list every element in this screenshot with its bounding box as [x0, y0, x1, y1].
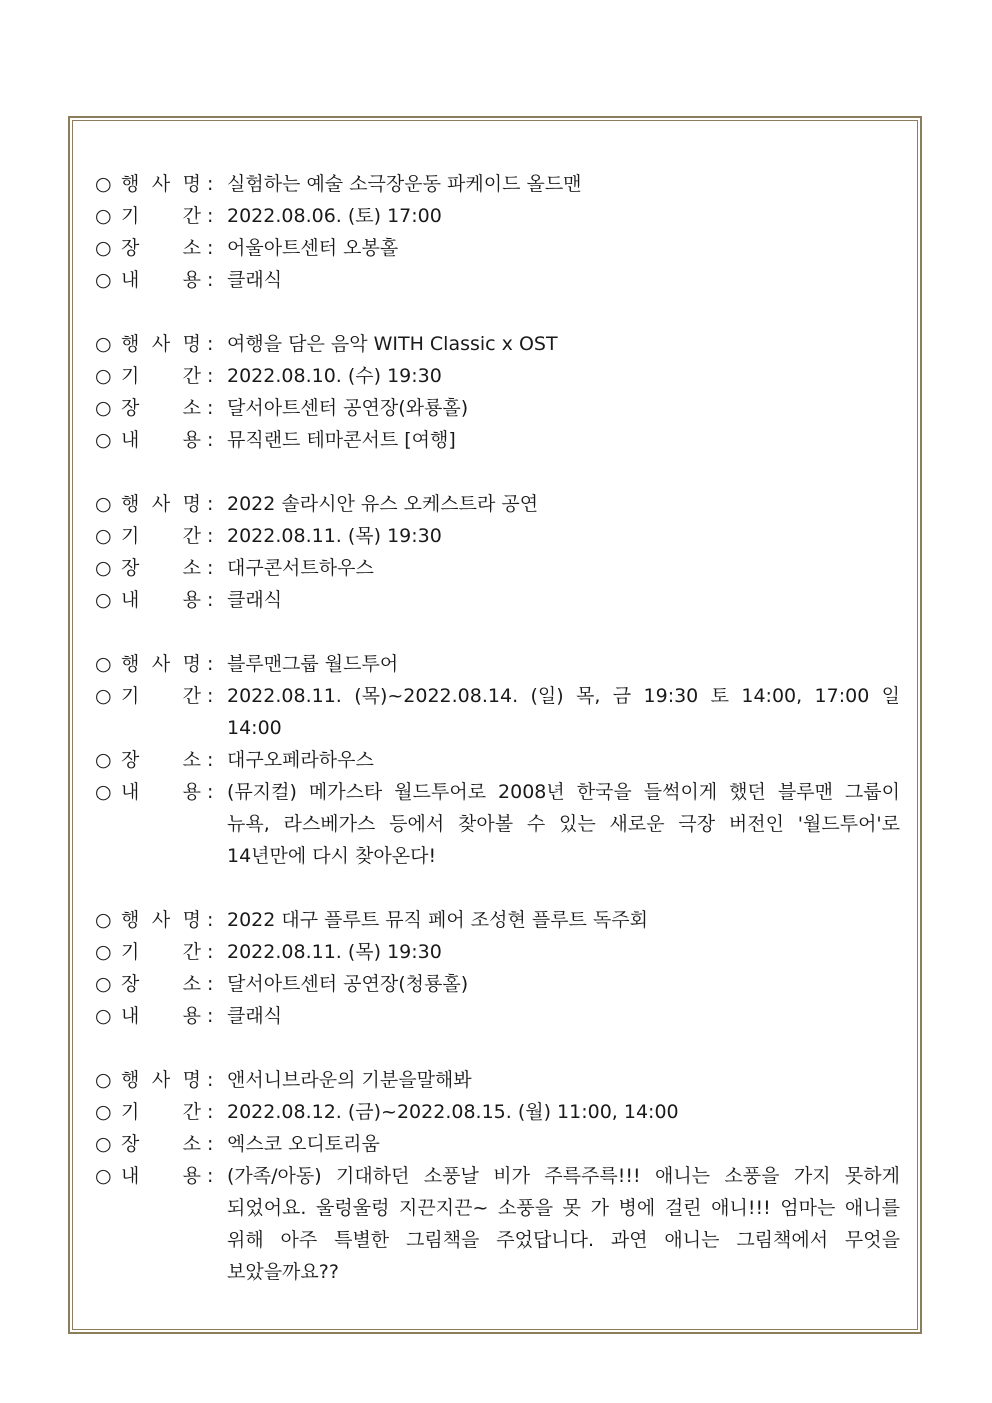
circle-bullet-icon: ○: [95, 397, 112, 419]
field-label-char: 명: [182, 909, 201, 931]
field-label-char: 간: [182, 525, 201, 547]
field-label-char: 용: [182, 589, 201, 611]
field-label-char: 용: [182, 1165, 201, 1187]
circle-bullet-icon: ○: [95, 493, 112, 515]
field-label-char: 사: [151, 909, 171, 931]
event-block: [95, 488, 900, 616]
field-value: (가족/아동) 기대하던 소풍날 비가 주륵주륵!!! 애니는 소풍을 가지 못하게 되었어요. 울렁울렁 지끈지끈~ 소풍을 못 가 병에 걸린 애니!!! 엄마는 애니를 위해 아주 특별한 그림책을 주었답니다. 과연 애니는 그림책에서 무엇을 보았을까요??: [227, 1165, 900, 1283]
field-label-char: 내: [121, 269, 140, 291]
field-value: 클래식: [227, 269, 283, 291]
field-label-char: 용: [182, 269, 201, 291]
field-value: 달서아트센터 공연장(청룡홀): [227, 973, 469, 995]
field-label: [121, 424, 207, 456]
field-label-char: 사: [151, 173, 171, 195]
event-name-row: [95, 328, 900, 360]
field-colon: :: [207, 1101, 214, 1123]
field-colon: :: [207, 1005, 214, 1027]
field-value: 클래식: [227, 1005, 283, 1027]
field-colon: :: [207, 237, 214, 259]
event-block: [95, 1064, 900, 1288]
circle-bullet-icon: ○: [95, 973, 112, 995]
event-period-row: [95, 360, 900, 392]
event-name-row: [95, 1064, 900, 1096]
field-label-char: 명: [182, 1069, 201, 1091]
field-label-char: 장: [121, 1133, 140, 1155]
circle-bullet-icon: ○: [95, 237, 112, 259]
field-label-char: 명: [182, 493, 201, 515]
field-colon: :: [207, 205, 214, 227]
field-label-char: 간: [182, 365, 201, 387]
field-value: (뮤지컬) 메가스타 월드투어로 2008년 한국을 들썩이게 했던 블루맨 그룹이 뉴욕, 라스베가스 등에서 찾아볼 수 있는 새로운 극장 버전인 '월드투어'로 14년만에 다시 찾아온다!: [227, 781, 900, 867]
field-colon: :: [207, 909, 214, 931]
field-colon: :: [207, 749, 214, 771]
field-value: 뮤직랜드 테마콘서트 [여행]: [227, 429, 456, 451]
circle-bullet-icon: ○: [95, 205, 112, 227]
circle-bullet-icon: ○: [95, 909, 112, 931]
field-label-char: 행: [121, 909, 140, 931]
field-colon: :: [207, 685, 214, 707]
field-colon: :: [207, 333, 214, 355]
field-label: [121, 232, 207, 264]
field-value: 2022.08.06. (토) 17:00: [227, 205, 442, 227]
circle-bullet-icon: ○: [95, 589, 112, 611]
field-label-char: 기: [121, 365, 140, 387]
field-label-char: 기: [121, 685, 140, 707]
field-value: 앤서니브라운의 기분을말해봐: [227, 1069, 472, 1091]
field-value: 엑스코 오디토리움: [227, 1133, 380, 1155]
field-value: 실험하는 예술 소극장운동 파케이드 올드맨: [227, 173, 582, 195]
field-value: 2022 대구 플루트 뮤직 페어 조성현 플루트 독주회: [227, 909, 649, 931]
field-label-char: 기: [121, 205, 140, 227]
field-label: [121, 904, 207, 936]
event-venue-row: [95, 744, 900, 776]
field-colon: :: [207, 973, 214, 995]
field-label-char: 장: [121, 749, 140, 771]
field-label: [121, 1064, 207, 1096]
field-colon: :: [207, 589, 214, 611]
event-content-row: [95, 424, 900, 456]
field-colon: :: [207, 1133, 214, 1155]
field-colon: :: [207, 493, 214, 515]
field-label: [121, 1096, 207, 1128]
circle-bullet-icon: ○: [95, 557, 112, 579]
event-venue-row: [95, 968, 900, 1000]
circle-bullet-icon: ○: [95, 1101, 112, 1123]
field-colon: :: [207, 1165, 214, 1187]
circle-bullet-icon: ○: [95, 1133, 112, 1155]
event-content-row: [95, 264, 900, 296]
field-label: [121, 744, 207, 776]
field-colon: :: [207, 525, 214, 547]
circle-bullet-icon: ○: [95, 525, 112, 547]
field-value: 대구콘서트하우스: [227, 557, 374, 579]
field-label-char: 장: [121, 557, 140, 579]
field-label: [121, 264, 207, 296]
field-value: 2022.08.10. (수) 19:30: [227, 365, 442, 387]
field-value: 2022.08.11. (목) 19:30: [227, 941, 442, 963]
field-label-char: 소: [182, 973, 201, 995]
field-label-char: 명: [182, 333, 201, 355]
field-label-char: 용: [182, 1005, 201, 1027]
field-colon: :: [207, 365, 214, 387]
field-colon: :: [207, 429, 214, 451]
field-label-char: 내: [121, 1005, 140, 1027]
field-label: [121, 648, 207, 680]
field-label-char: 용: [182, 429, 201, 451]
field-value: 어울아트센터 오봉홀: [227, 237, 399, 259]
field-label-char: 행: [121, 493, 140, 515]
field-label-char: 소: [182, 1133, 201, 1155]
field-value: 2022.08.11. (목)~2022.08.14. (일) 목, 금 19:30 토 14:00, 17:00 일 14:00: [227, 685, 900, 739]
circle-bullet-icon: ○: [95, 269, 112, 291]
event-content-row: [95, 1000, 900, 1032]
field-label: [121, 168, 207, 200]
field-label-char: 기: [121, 1101, 140, 1123]
circle-bullet-icon: ○: [95, 1165, 112, 1187]
field-label-char: 소: [182, 557, 201, 579]
event-content-row: [95, 584, 900, 616]
field-label-char: 내: [121, 781, 140, 803]
field-label-char: 용: [182, 781, 201, 803]
circle-bullet-icon: ○: [95, 365, 112, 387]
field-value: 여행을 담은 음악 WITH Classic x OST: [227, 333, 558, 355]
field-label-char: 행: [121, 1069, 140, 1091]
field-colon: :: [207, 557, 214, 579]
field-label-char: 명: [182, 653, 201, 675]
event-venue-row: [95, 392, 900, 424]
field-label-char: 간: [182, 205, 201, 227]
field-label: [121, 1000, 207, 1032]
field-colon: :: [207, 653, 214, 675]
field-label: [121, 680, 207, 712]
event-content-row: [95, 1160, 900, 1288]
field-label: [121, 552, 207, 584]
event-venue-row: [95, 552, 900, 584]
field-colon: :: [207, 269, 214, 291]
field-label: [121, 360, 207, 392]
field-label: [121, 328, 207, 360]
field-label: [121, 200, 207, 232]
field-label: [121, 1128, 207, 1160]
field-value: 블루맨그룹 월드투어: [227, 653, 399, 675]
event-period-row: [95, 200, 900, 232]
field-label-char: 행: [121, 173, 140, 195]
field-label: [121, 520, 207, 552]
field-value: 대구오페라하우스: [227, 749, 374, 771]
event-period-row: [95, 1096, 900, 1128]
field-label: [121, 584, 207, 616]
field-label-char: 명: [182, 173, 201, 195]
field-label-char: 기: [121, 941, 140, 963]
field-label-char: 간: [182, 685, 201, 707]
field-label: [121, 488, 207, 520]
event-name-row: [95, 488, 900, 520]
event-period-row: [95, 936, 900, 968]
circle-bullet-icon: ○: [95, 653, 112, 675]
event-name-row: [95, 648, 900, 680]
field-value: 클래식: [227, 589, 283, 611]
circle-bullet-icon: ○: [95, 173, 112, 195]
circle-bullet-icon: ○: [95, 1069, 112, 1091]
field-value: 2022.08.11. (목) 19:30: [227, 525, 442, 547]
field-label-char: 사: [151, 493, 171, 515]
field-colon: :: [207, 781, 214, 803]
event-list: [95, 168, 900, 1320]
field-label: [121, 776, 207, 808]
field-label: [121, 936, 207, 968]
field-label: [121, 1160, 207, 1192]
event-period-row: [95, 520, 900, 552]
event-name-row: [95, 904, 900, 936]
circle-bullet-icon: ○: [95, 781, 112, 803]
field-value: 2022.08.12. (금)~2022.08.15. (월) 11:00, 14:00: [227, 1101, 679, 1123]
field-label-char: 장: [121, 237, 140, 259]
event-content-row: [95, 776, 900, 872]
field-value: 2022 솔라시안 유스 오케스트라 공연: [227, 493, 539, 515]
field-colon: :: [207, 1069, 214, 1091]
field-label: [121, 968, 207, 1000]
circle-bullet-icon: ○: [95, 685, 112, 707]
field-label-char: 내: [121, 1165, 140, 1187]
field-label-char: 사: [151, 333, 171, 355]
field-colon: :: [207, 173, 214, 195]
field-label-char: 소: [182, 749, 201, 771]
field-label-char: 소: [182, 397, 201, 419]
event-venue-row: [95, 232, 900, 264]
field-label-char: 내: [121, 429, 140, 451]
field-colon: :: [207, 397, 214, 419]
event-block: [95, 904, 900, 1032]
field-value: 달서아트센터 공연장(와룡홀): [227, 397, 469, 419]
circle-bullet-icon: ○: [95, 333, 112, 355]
field-label-char: 내: [121, 589, 140, 611]
event-name-row: [95, 168, 900, 200]
field-label-char: 사: [151, 653, 171, 675]
event-block: [95, 328, 900, 456]
field-label-char: 장: [121, 973, 140, 995]
circle-bullet-icon: ○: [95, 429, 112, 451]
circle-bullet-icon: ○: [95, 1005, 112, 1027]
event-period-row: [95, 680, 900, 744]
circle-bullet-icon: ○: [95, 941, 112, 963]
field-label-char: 기: [121, 525, 140, 547]
event-venue-row: [95, 1128, 900, 1160]
field-label-char: 사: [151, 1069, 171, 1091]
field-label-char: 행: [121, 333, 140, 355]
field-colon: :: [207, 941, 214, 963]
field-label-char: 간: [182, 941, 201, 963]
field-label: [121, 392, 207, 424]
event-block: [95, 168, 900, 296]
field-label-char: 소: [182, 237, 201, 259]
field-label-char: 행: [121, 653, 140, 675]
circle-bullet-icon: ○: [95, 749, 112, 771]
field-label-char: 간: [182, 1101, 201, 1123]
event-block: [95, 648, 900, 872]
field-label-char: 장: [121, 397, 140, 419]
